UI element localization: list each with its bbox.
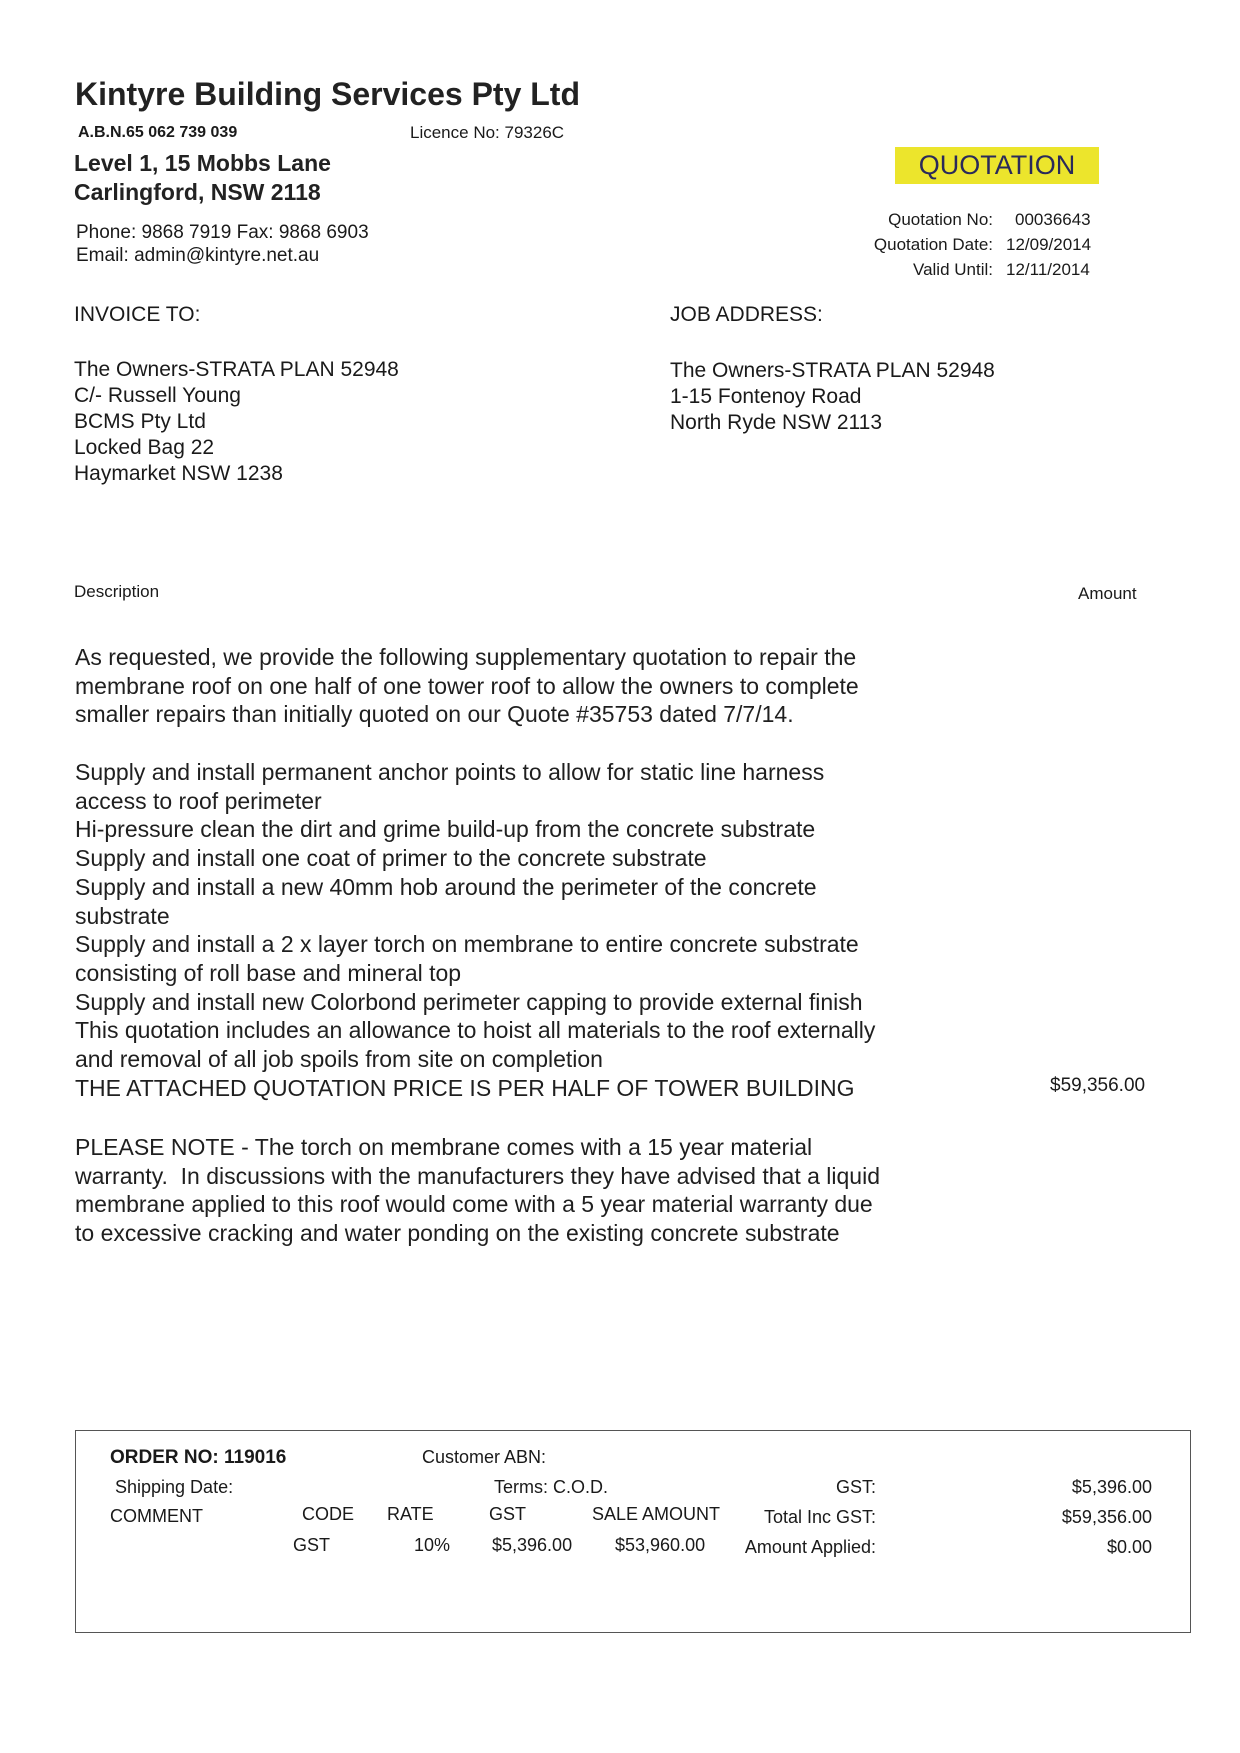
- warranty-note: PLEASE NOTE - The torch on membrane comes with a 15 year material warranty. In discussions with the manufacturers they have advised that a liquid membrane applied to this roof would come with a 5 year material warranty due to excessive cracking and water ponding on the existing concrete substrate: [75, 1134, 880, 1247]
- total-inc-gst: $59,356.00: [1061, 1507, 1152, 1527]
- gst-total-label: GST:: [835, 1477, 876, 1497]
- invoice-to-line: The Owners-STRATA PLAN 52948: [74, 358, 399, 381]
- code-header: CODE: [302, 1504, 355, 1524]
- shipping-date-label: Shipping Date:: [115, 1477, 234, 1497]
- job-address-line: The Owners-STRATA PLAN 52948: [670, 359, 995, 382]
- order-number: ORDER NO: 119016: [110, 1447, 287, 1468]
- invoice-to-line: Haymarket NSW 1238: [74, 462, 283, 485]
- valid-until-label: Valid Until:: [913, 260, 993, 279]
- quotation-date: 12/09/2014: [1006, 235, 1092, 254]
- invoice-to-line: C/- Russell Young: [74, 384, 241, 407]
- sale-amount: $53,960.00: [615, 1535, 706, 1555]
- job-address-line: 1-15 Fontenoy Road: [670, 385, 862, 408]
- line-amount: $59,356.00: [1050, 1075, 1146, 1096]
- document-type-badge: QUOTATION: [895, 147, 1099, 184]
- company-address-line1: Level 1, 15 Mobbs Lane: [74, 150, 331, 176]
- rate-header: RATE: [387, 1504, 434, 1524]
- scope-of-work: Supply and install permanent anchor points to allow for static line harness access to roof perimeter Hi-pressure clean the dirt and grime build-up from the concrete substrate Supply and install one coat of primer to the concrete substrate Supply and install a new 40mm hob around the perimeter of the concrete substrate Supply and install a 2 x layer torch on membrane to entire concrete substrate consisting of roll base and mineral top Supply and install new Colorbond perimeter capping to provide external finish This quotation includes an allowance to hoist all materials to the roof externally and removal of all job spoils from site on completion THE ATTACHED QUOTATION PRICE IS PER HALF OF TOWER BUILDING: [75, 759, 876, 1101]
- invoice-to-line: Locked Bag 22: [74, 436, 215, 459]
- total-inc-gst-label: Total Inc GST:: [763, 1507, 876, 1527]
- quotation-date-label: Quotation Date:: [873, 235, 993, 254]
- tax-rate: 10%: [414, 1535, 451, 1555]
- company-address-line2: Carlingford, NSW 2118: [74, 179, 321, 205]
- valid-until: 12/11/2014: [1006, 260, 1090, 279]
- job-address: [670, 358, 995, 436]
- amount-applied-label: Amount Applied:: [744, 1537, 876, 1557]
- customer-abn-label: Customer ABN:: [422, 1447, 547, 1467]
- company-phone-fax: Phone: 9868 7919 Fax: 9868 6903: [76, 222, 369, 243]
- job-address-line: North Ryde NSW 2113: [670, 411, 883, 434]
- amount-applied: $0.00: [1106, 1537, 1152, 1557]
- quotation-number-label: Quotation No:: [888, 210, 993, 229]
- gst-header: GST: [489, 1504, 527, 1524]
- tax-code: GST: [293, 1535, 331, 1555]
- invoice-to-line: BCMS Pty Ltd: [74, 410, 206, 433]
- payment-terms: Terms: C.O.D.: [494, 1477, 609, 1497]
- licence-number: Licence No: 79326C: [410, 123, 565, 142]
- gst-total: $5,396.00: [1071, 1477, 1152, 1497]
- company-name: Kintyre Building Services Pty Ltd: [75, 76, 580, 112]
- job-address-heading: JOB ADDRESS:: [670, 303, 823, 326]
- description-column-header: Description: [74, 582, 160, 601]
- invoice-to-heading: INVOICE TO:: [74, 303, 201, 326]
- amount-column-header: Amount: [1078, 584, 1137, 603]
- sale-amount-header: SALE AMOUNT: [592, 1504, 721, 1524]
- quotation-number: 00036643: [1015, 210, 1091, 229]
- intro-paragraph: As requested, we provide the following supplementary quotation to repair the membrane roof on one half of one tower roof to allow the owners to complete smaller repairs than initially quoted on our Quote #35753 dated 7/7/14.: [75, 644, 859, 728]
- invoice-to-address: [74, 357, 399, 487]
- gst-amount: $5,396.00: [492, 1535, 573, 1555]
- company-email: Email: admin@kintyre.net.au: [76, 245, 320, 266]
- company-abn: A.B.N.65 062 739 039: [78, 124, 238, 141]
- comment-label: COMMENT: [110, 1506, 203, 1526]
